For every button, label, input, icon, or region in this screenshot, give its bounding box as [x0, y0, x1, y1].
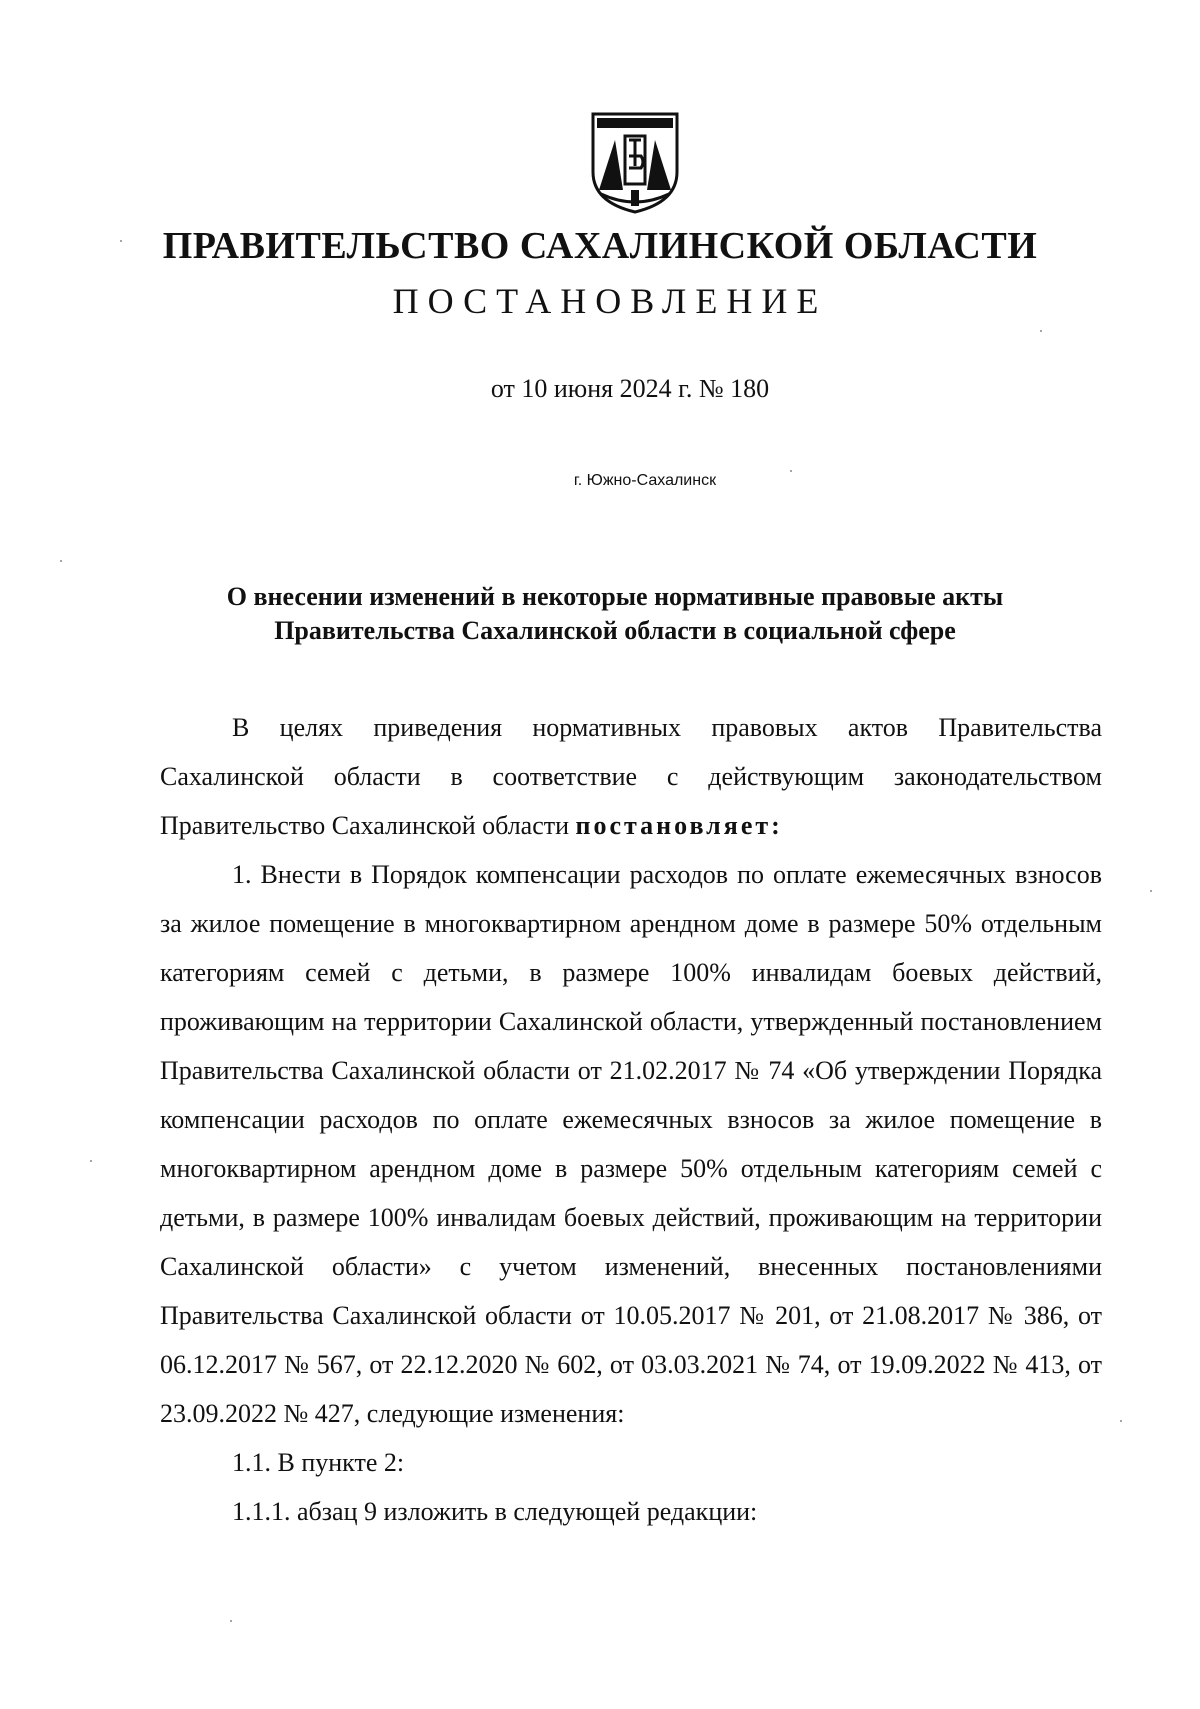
scan-speck [230, 1620, 232, 1622]
document-subject [150, 580, 1080, 648]
paragraph-item-1-1: 1.1. В пункте 2: [232, 1448, 405, 1477]
coat-of-arms-icon [587, 110, 683, 214]
scan-speck [90, 1160, 92, 1162]
scan-speck [120, 240, 122, 242]
subject-line-1: О внесении изменений в некоторые нормативные правовые акты [226, 582, 1004, 611]
scan-speck [790, 470, 792, 472]
date-and-number: от 10 июня 2024 г. № 180 [490, 374, 770, 403]
paragraph-item-1-1-1: 1.1.1. абзац 9 изложить в следующей редакции: [232, 1497, 758, 1526]
document-type: ПОСТАНОВЛЕНИЕ [392, 281, 828, 321]
scan-speck [1120, 1420, 1122, 1422]
paragraph-item-1: 1. Внести в Порядок компенсации расходов по оплате ежемесячных взносов за жилое помещение в многоквартирном арендном доме в размере 50% отдельным категориям семей с детьми, в размере 100% инвалидам боевых действий, проживающим на территории Сахалинской области, утвержденный постановлением Правительства Сахалинской области от 21.02.2017 № 74 «Об утверждении Порядка компенсации расходов по оплате ежемесячных взносов за жилое помещение в многоквартирном арендном доме в размере 50% отдельным категориям семей с детьми, в размере 100% инвалидам боевых действий, проживающим на территории Сахалинской области» с учетом изменений, внесенных постановлениями Правительства Сахалинской области от 10.05.2017 № 201, от 21.08.2017 № 386, от 06.12.2017 № 567, от 22.12.2020 № 602, от 03.03.2021 № 74, от 19.09.2022 № 413, от 23.09.2022 № 427, следующие изменения: [160, 860, 1102, 1428]
government-title: ПРАВИТЕЛЬСТВО САХАЛИНСКОЙ ОБЛАСТИ [162, 225, 1038, 267]
scan-speck [60, 560, 62, 562]
city-line: г. Южно-Сахалинск [573, 472, 717, 489]
scan-speck [1150, 890, 1152, 892]
intro-emphasis: постановляет: [575, 811, 783, 840]
intro-paragraph [160, 703, 1102, 850]
subject-line-2: Правительства Сахалинской области в социальной сфере [274, 616, 956, 645]
document-body [160, 703, 1102, 1536]
intro-text: В целях приведения нормативных правовых актов Правительства Сахалинской области в соответствие с действующим законодательством Правительство Сахалинской области [160, 713, 1102, 840]
scan-speck [1040, 330, 1042, 332]
